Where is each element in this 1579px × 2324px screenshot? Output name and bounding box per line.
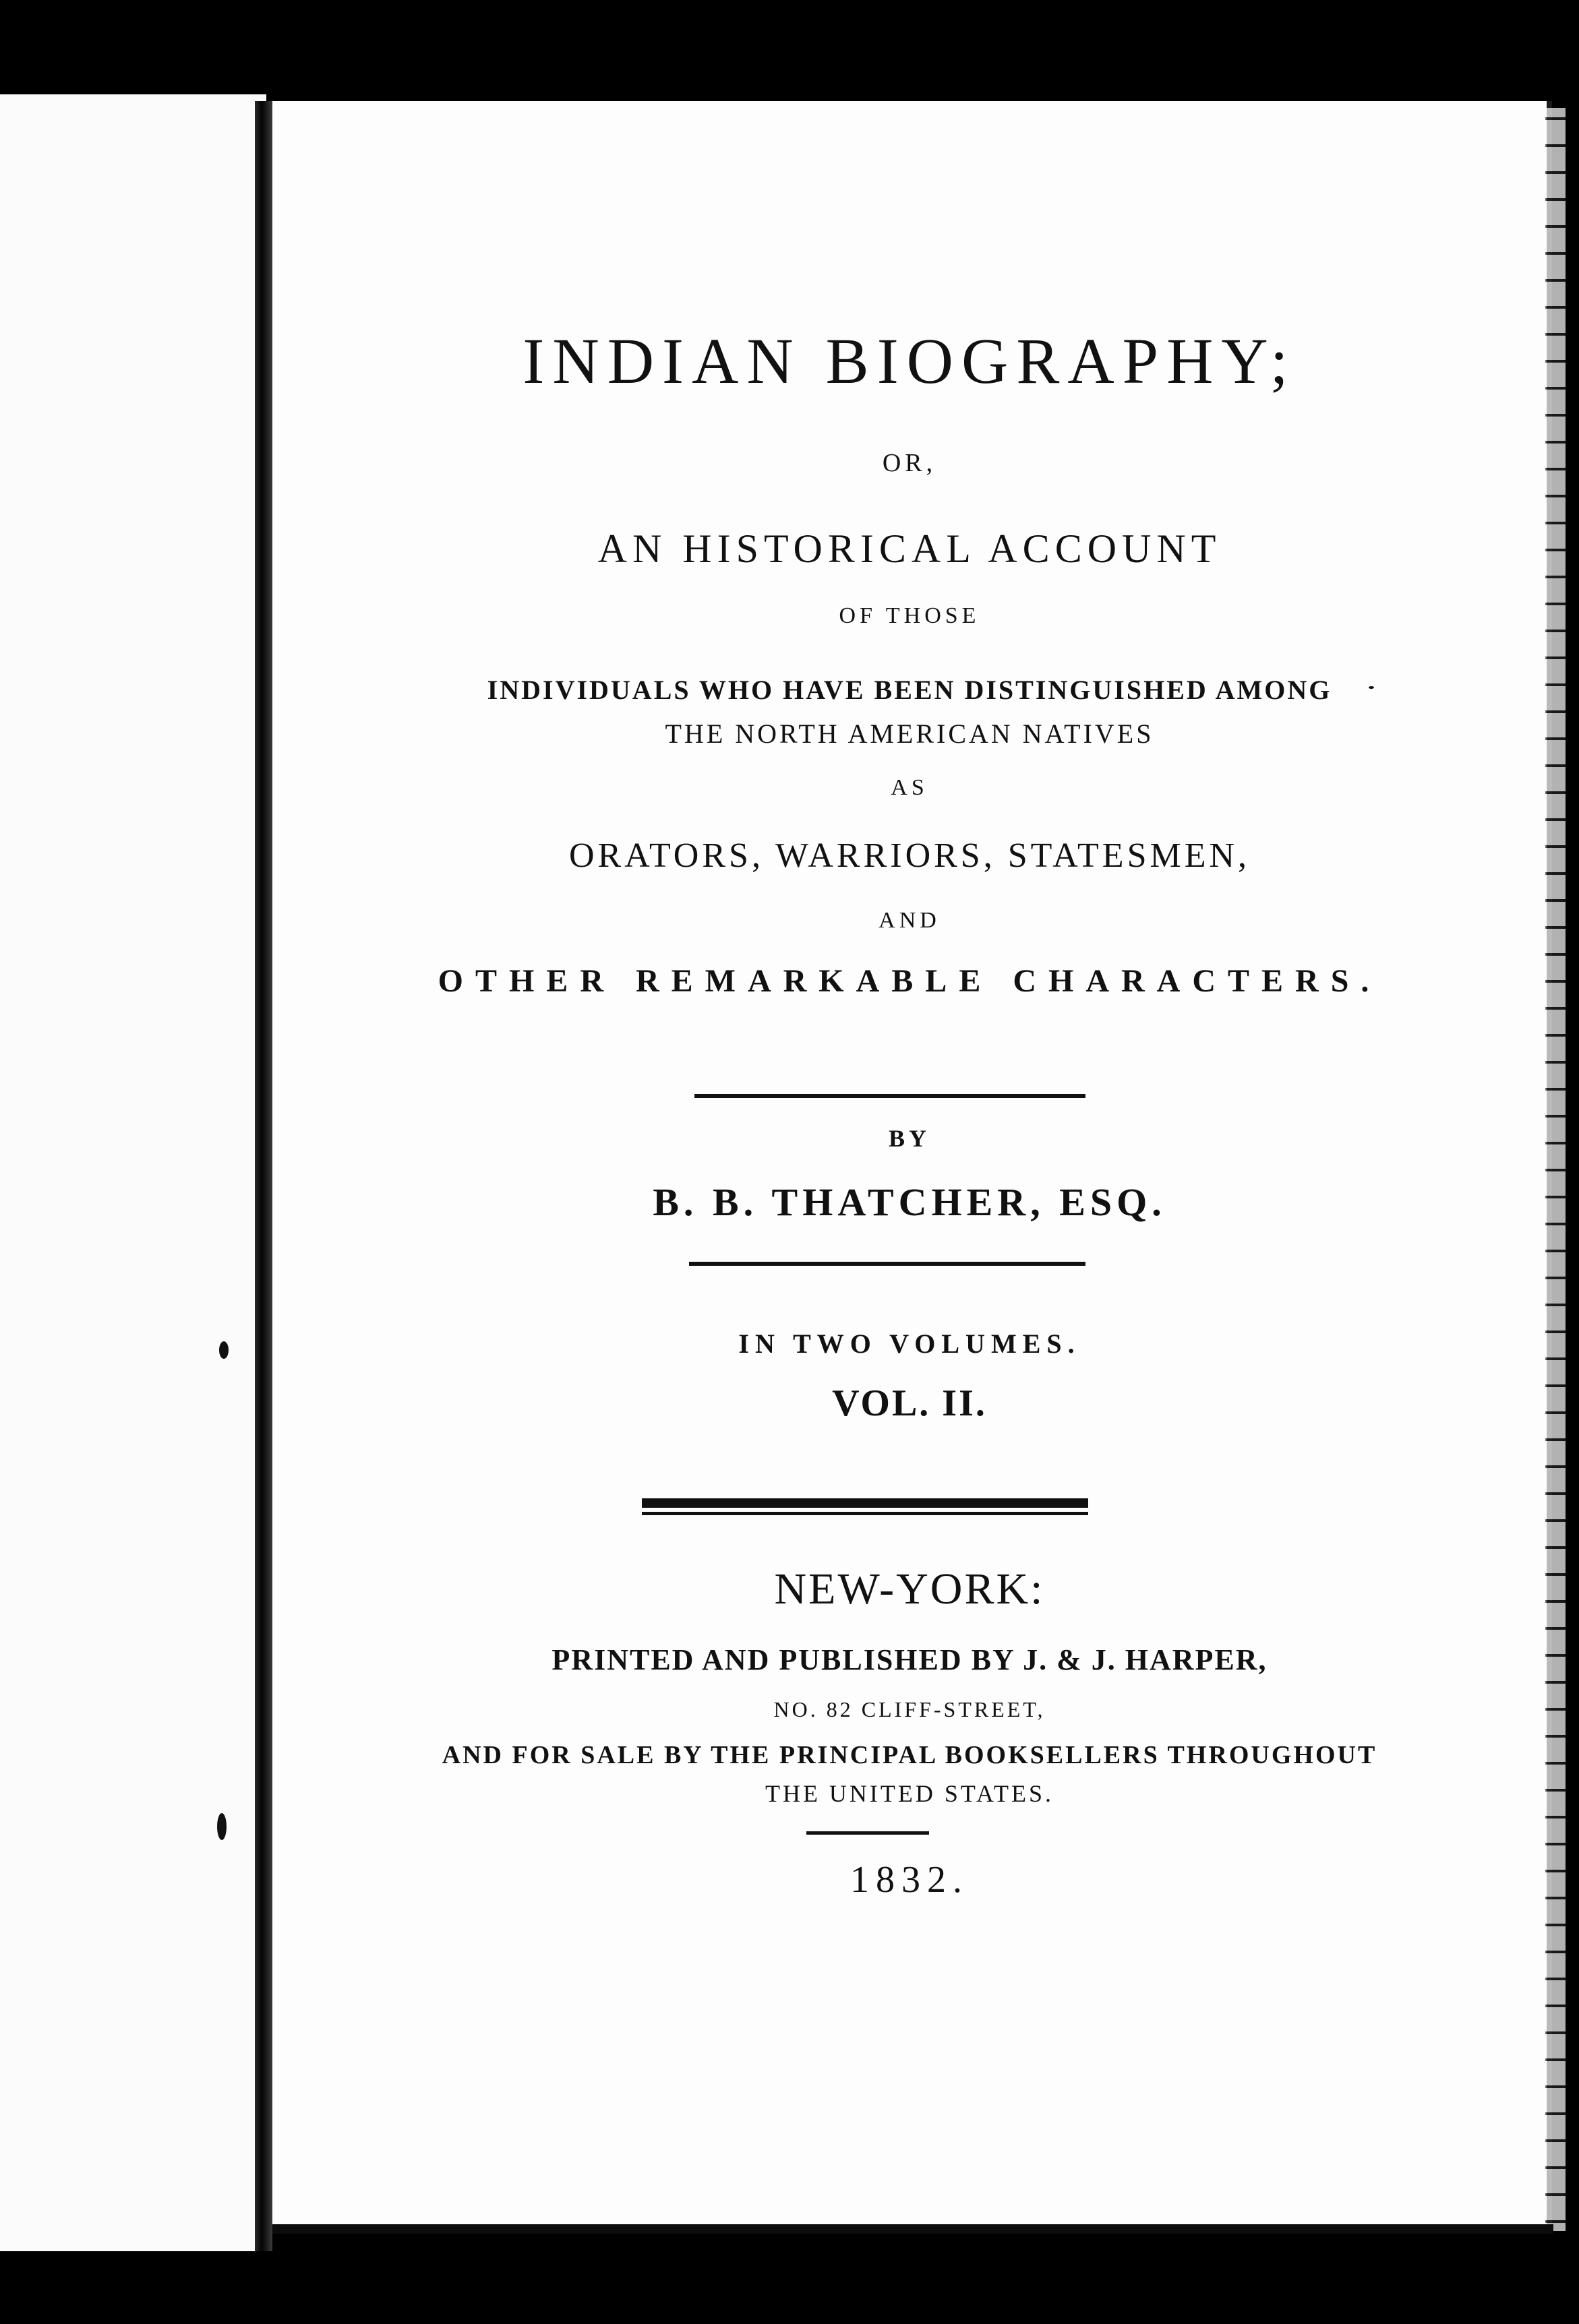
- or-line: OR,: [882, 449, 937, 477]
- divider-rule: [694, 1094, 1085, 1098]
- page-bottom-edge: [272, 2224, 1553, 2234]
- imprint-year: 1832.: [850, 1859, 969, 1901]
- subtitle-orators: ORATORS, WARRIORS, STATESMEN,: [568, 836, 1251, 875]
- volume-number: VOL. II.: [832, 1382, 987, 1424]
- left-facing-page: [0, 94, 266, 2251]
- scan-speck: [217, 1813, 227, 1840]
- main-title: INDIAN BIOGRAPHY;: [523, 325, 1297, 397]
- subtitle-north-american: THE NORTH AMERICAN NATIVES: [665, 718, 1154, 749]
- imprint-united-states: THE UNITED STATES.: [765, 1780, 1054, 1807]
- subtitle-as: AS: [891, 775, 928, 800]
- title-page: [272, 101, 1547, 2224]
- subtitle-of-those: OF THOSE: [839, 603, 980, 628]
- subtitle-historical-account: AN HISTORICAL ACCOUNT: [597, 526, 1222, 571]
- subtitle-other-characters: OTHER REMARKABLE CHARACTERS.: [438, 963, 1381, 999]
- imprint-sale-line: AND FOR SALE BY THE PRINCIPAL BOOKSELLERS THROUGHOUT: [442, 1741, 1377, 1769]
- divider-rule-short: [806, 1831, 929, 1835]
- imprint-city: NEW-YORK:: [774, 1564, 1045, 1614]
- double-rule-thin: [642, 1512, 1088, 1515]
- page-edge: [1545, 108, 1566, 2231]
- divider-rule: [689, 1262, 1085, 1266]
- subtitle-individuals: INDIVIDUALS WHO HAVE BEEN DISTINGUISHED AMONG: [487, 675, 1332, 705]
- imprint-publisher: PRINTED AND PUBLISHED BY J. & J. HARPER,: [552, 1643, 1268, 1676]
- imprint-address: NO. 82 CLIFF-STREET,: [773, 1697, 1046, 1721]
- book-gutter: [255, 101, 272, 2251]
- author-name: B. B. THATCHER, ESQ.: [653, 1180, 1166, 1224]
- double-rule-thick: [642, 1498, 1088, 1508]
- subtitle-and: AND: [878, 908, 941, 933]
- by-line: BY: [888, 1125, 930, 1152]
- scan-speck: [219, 1341, 229, 1359]
- volume-count: IN TWO VOLUMES.: [738, 1328, 1081, 1359]
